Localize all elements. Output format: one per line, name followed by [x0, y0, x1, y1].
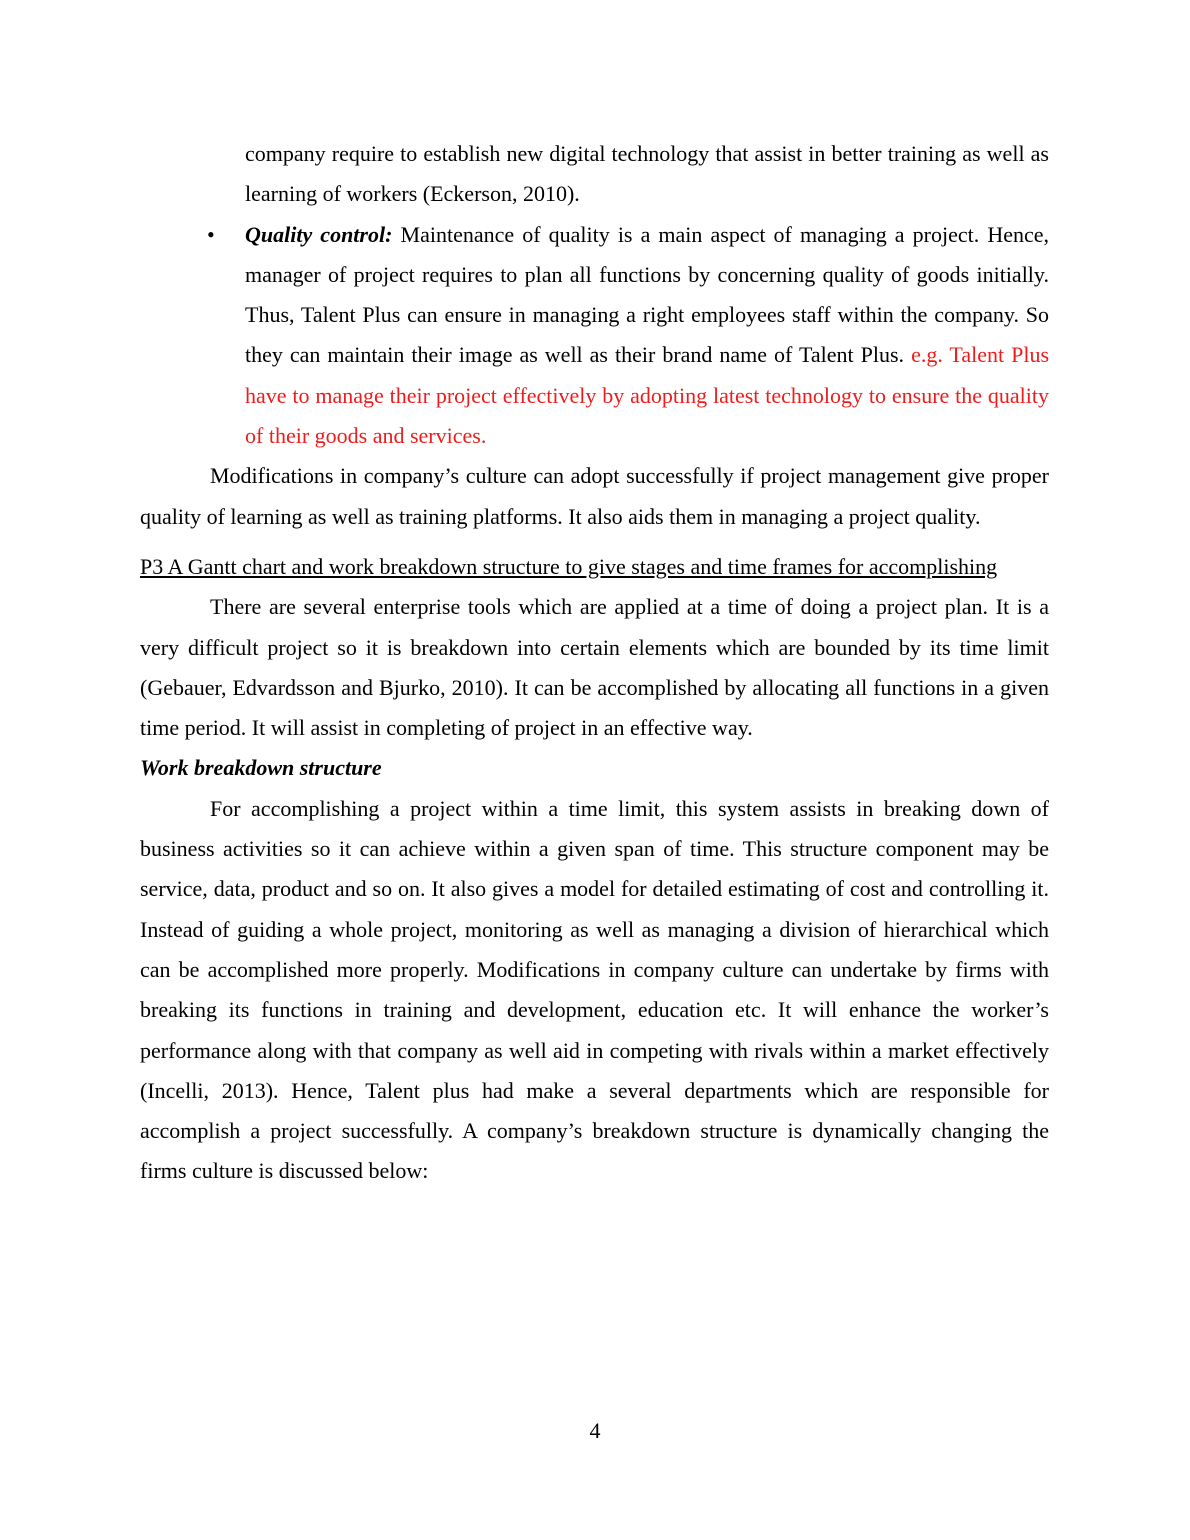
continuation-text: company require to establish new digital technology that assist in better training as well as learning of workers (Eckerson, 2010).: [245, 141, 1049, 207]
wbs-heading-text: Work breakdown structure: [140, 755, 382, 781]
enterprise-tools-paragraph: [140, 587, 1049, 748]
bullet-paragraph: [245, 215, 1049, 457]
continuation-paragraph: [245, 134, 1049, 215]
bullet-icon: •: [207, 221, 215, 247]
bullet-item-quality-control: [207, 215, 1050, 457]
page-number: 4: [589, 1418, 601, 1443]
section-heading-text: P3 A Gantt chart and work breakdown structure to give stages and time frames for accomplishing: [140, 553, 998, 579]
bullet-body: Maintenance of quality is a main aspect of managing a project. Hence, manager of project requires to plan all functions by concerning quality of goods initially. Thus, Talent Plus can ensure in managing a right employees staff within the company. So they can maintain their image as well as their brand name of Talent Plus.: [245, 221, 1050, 368]
enterprise-tools-text: There are several enterprise tools which are applied at a time of doing a project plan. It is a very difficult project so it is breakdown into certain elements which are bounded by its time limit (Gebauer, Edvardsson and Bjurko, 2010). It can be accomplished by allocating all functions in a given time period. It will assist in completing of project in an effective way.: [140, 594, 1049, 741]
document-page: [140, 134, 1049, 1192]
section-heading-p3: [140, 547, 1049, 587]
wbs-paragraph: [140, 789, 1049, 1192]
wbs-text: For accomplishing a project within a time limit, this system assists in breaking down of business activities so it can achieve within a given span of time. This structure component may be service, data, product and so on. It also gives a model for detailed estimating of cost and controlling it. Instead of guiding a whole project, monitoring as well as managing a division of hierarchical which can be accomplished more properly. Modifications in company culture can undertake by firms with breaking its functions in training and development, education etc. It will enhance the worker’s performance along with that company as well aid in competing with rivals within a market effectively (Incelli, 2013). Hence, Talent plus had make a several departments which are responsible for accomplish a project successfully. A company’s breakdown structure is dynamically changing the firms culture is discussed below:: [140, 795, 1049, 1184]
bullet-label: Quality control:: [245, 221, 393, 247]
modifications-paragraph: [140, 456, 1049, 537]
modifications-text: Modifications in company’s culture can adopt successfully if project management give proper quality of learning as well as training platforms. It also aids them in managing a project quality.: [140, 463, 1049, 529]
bullet-example: e.g. Talent Plus have to manage their project effectively by adopting latest technology to ensure the quality of their goods and services.: [245, 342, 1049, 449]
wbs-heading: [140, 748, 1049, 788]
